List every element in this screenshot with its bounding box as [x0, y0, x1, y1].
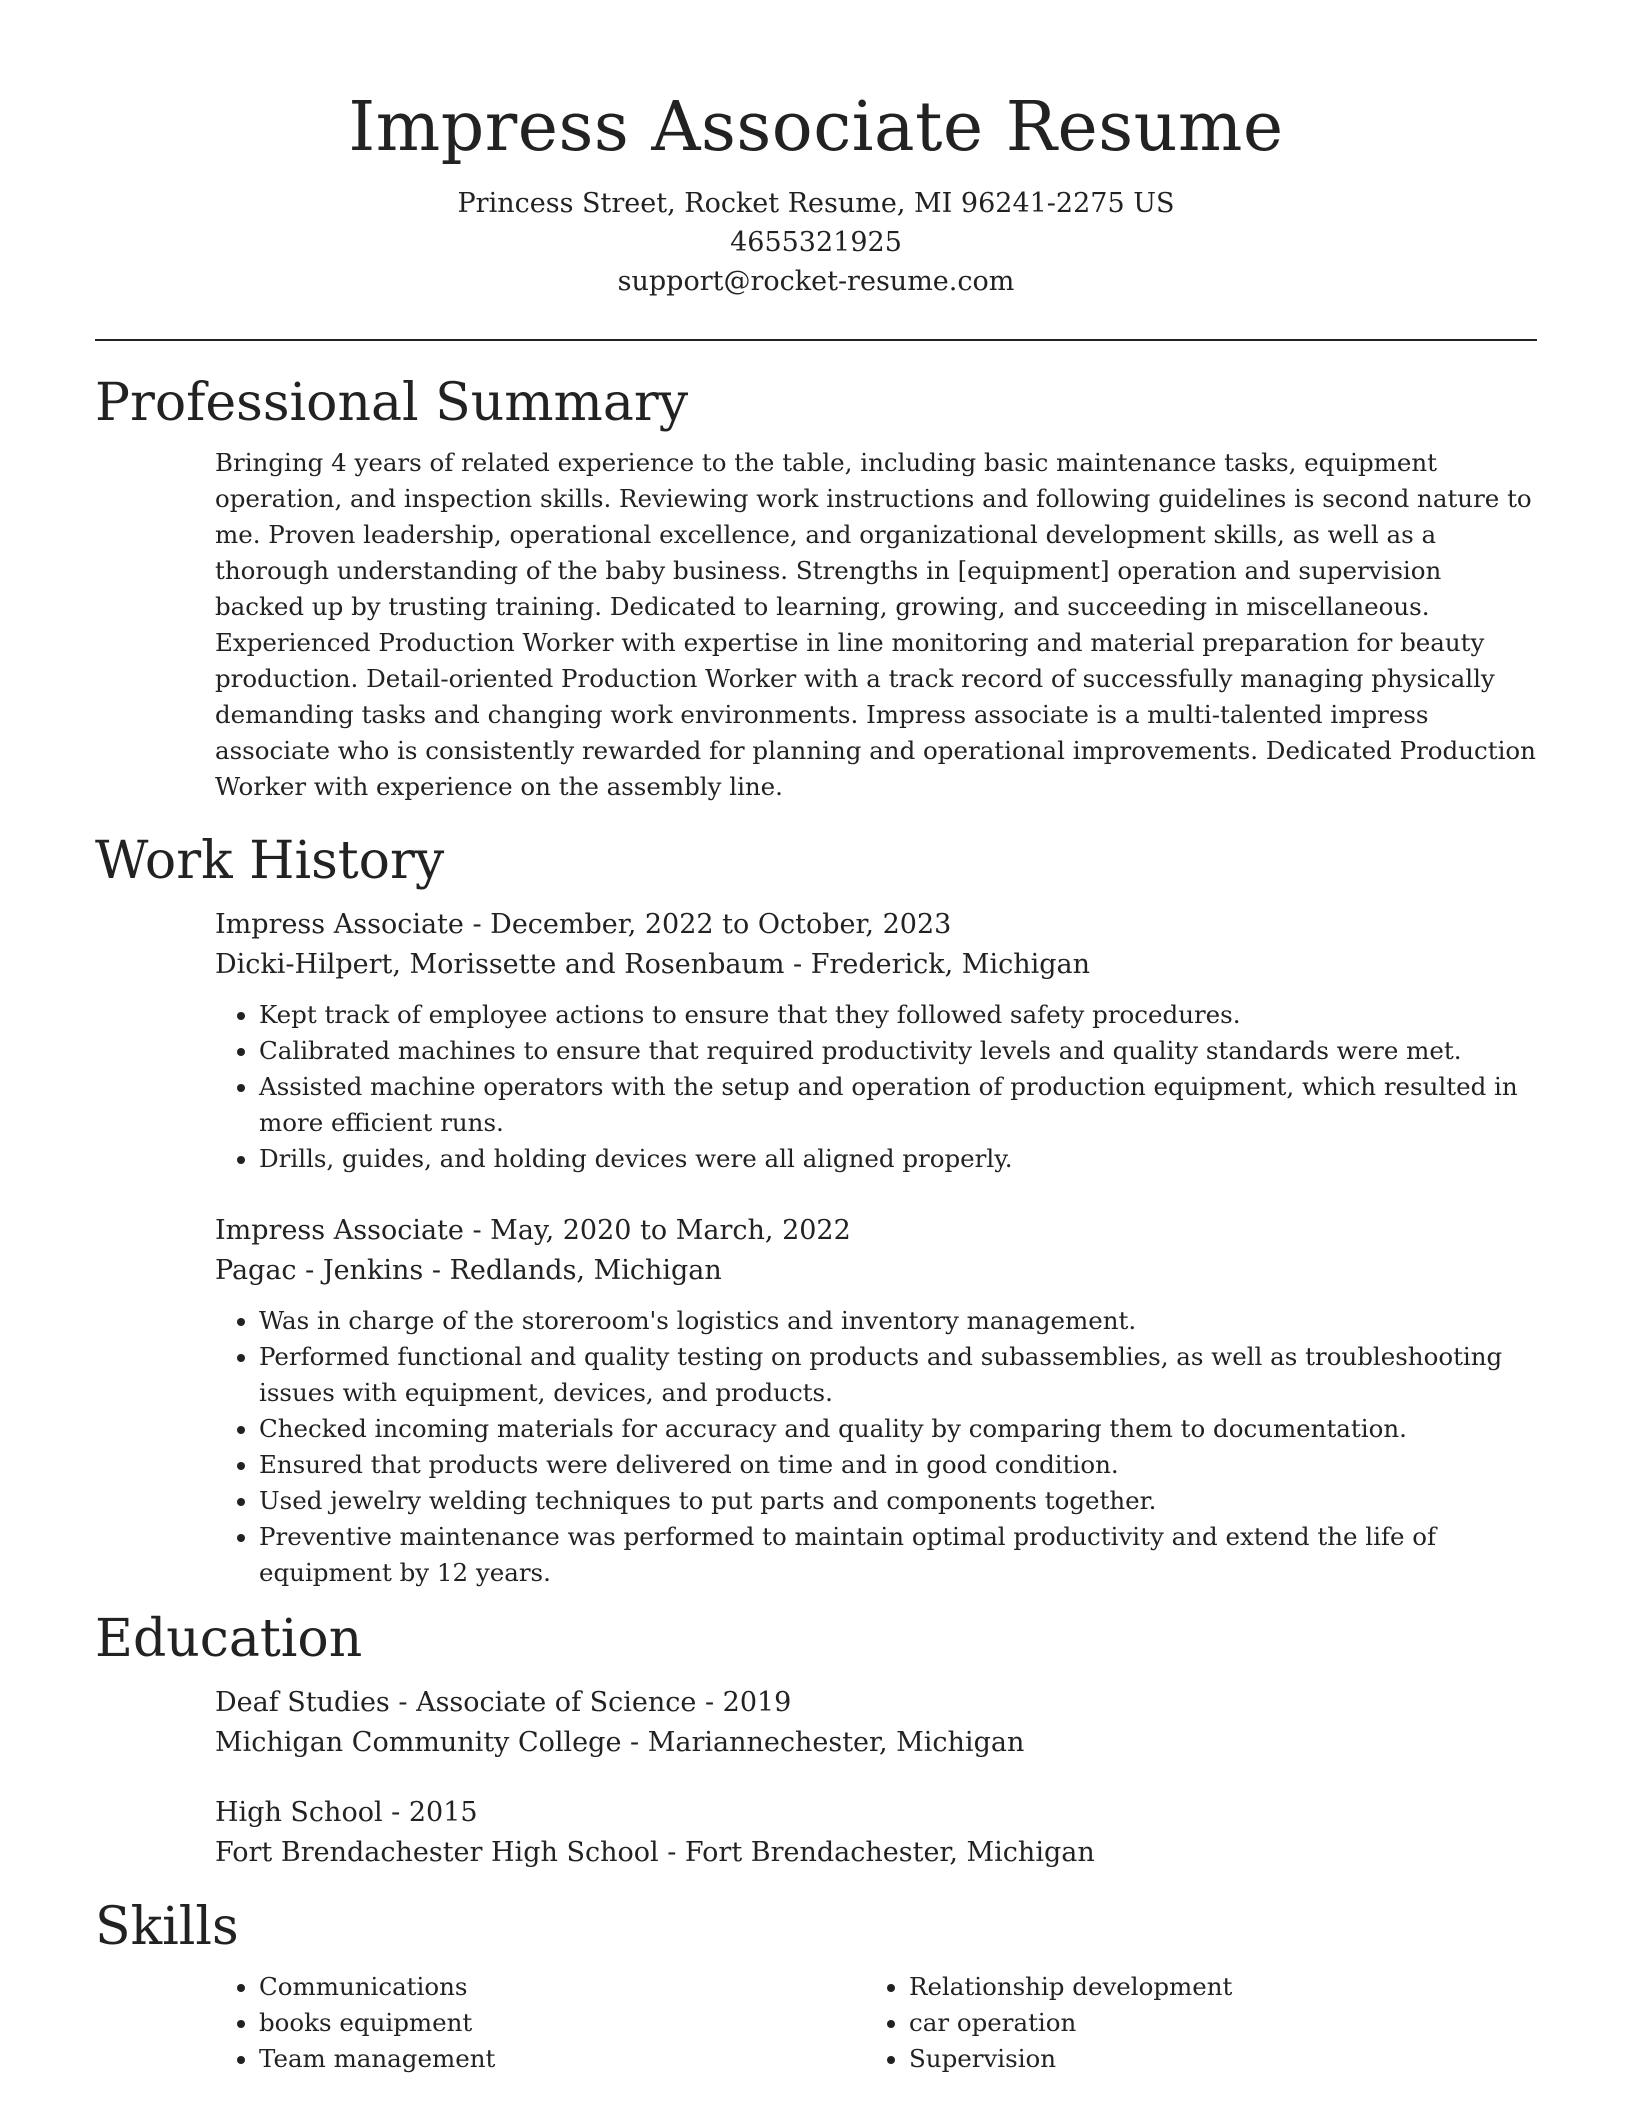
work-history-section [95, 829, 1537, 1591]
skill-item: • Team management [259, 2041, 865, 2077]
job-bullet: • Ensured that products were delivered on time and in good condition. [259, 1447, 1537, 1483]
job-bullet: • Calibrated machines to ensure that required productivity levels and quality standards were met. [259, 1033, 1537, 1069]
summary-heading: Professional Summary [95, 373, 689, 433]
job-location: - Redlands, Michigan [423, 1255, 722, 1286]
job-bullet: • Checked incoming materials for accuracy and quality by comparing them to documentation. [259, 1411, 1537, 1447]
summary-body [215, 445, 1537, 805]
work-history-body [215, 905, 1537, 1591]
job-bullet: • Kept track of employee actions to ensure that they followed safety procedures. [259, 997, 1537, 1033]
resume-title: Impress Associate Resume [348, 88, 1284, 167]
job-company-line [215, 945, 1537, 985]
skills-list-right [865, 1969, 1537, 2077]
job-role-line [215, 1211, 1537, 1251]
job-dates: - May, 2020 to March, 2022 [463, 1215, 851, 1246]
work-history-heading: Work History [95, 831, 445, 891]
job-company: Pagac - Jenkins [215, 1255, 424, 1286]
education-degree: High School [215, 1797, 383, 1828]
job-bullet: • Used jewelry welding techniques to put parts and components together. [259, 1483, 1537, 1519]
education-year: - 2015 [382, 1797, 478, 1828]
education-school: Fort Brendachester High School [215, 1837, 659, 1868]
job-entry [215, 1211, 1537, 1591]
job-role: Impress Associate [215, 1215, 464, 1246]
summary-section [95, 371, 1537, 805]
education-location: - Fort Brendachester, Michigan [658, 1837, 1095, 1868]
education-body [215, 1683, 1537, 1873]
job-role: Impress Associate [215, 909, 464, 940]
job-location: - Frederick, Michigan [784, 949, 1091, 980]
job-company-line [215, 1251, 1537, 1291]
job-bullet: • Preventive maintenance was performed to maintain optimal productivity and extend the life of equipment by 12 years. [259, 1519, 1537, 1591]
job-bullets [215, 997, 1537, 1177]
job-bullet: • Performed functional and quality testing on products and subassemblies, as well as troubleshooting issues with equipment, devices, and products. [259, 1339, 1537, 1411]
education-entry [215, 1793, 1537, 1873]
education-degree-line [215, 1793, 1537, 1833]
skills-heading: Skills [95, 1897, 239, 1957]
job-dates: - December, 2022 to October, 2023 [463, 909, 952, 940]
job-company: Dicki-Hilpert, Morissette and Rosenbaum [215, 949, 785, 980]
education-school: Michigan Community College [215, 1727, 622, 1758]
education-school-line [215, 1723, 1537, 1763]
education-year: - 2019 [696, 1687, 792, 1718]
skills-body [215, 1969, 1537, 2077]
contact-block [95, 184, 1537, 301]
education-school-line [215, 1833, 1537, 1873]
skill-item: • books equipment [259, 2005, 865, 2041]
skill-item: • car operation [909, 2005, 1537, 2041]
job-bullet: • Was in charge of the storeroom's logistics and inventory management. [259, 1303, 1537, 1339]
header-divider [95, 339, 1537, 341]
resume-header [95, 0, 1537, 301]
job-entry [215, 905, 1537, 1177]
skill-item: • Supervision [909, 2041, 1537, 2077]
skill-item: • Relationship development [909, 1969, 1537, 2005]
education-section [95, 1607, 1537, 1873]
job-role-line [215, 905, 1537, 945]
skills-section [95, 1895, 1537, 2077]
summary-text: Bringing 4 years of related experience to the table, including basic maintenance tasks, equipment operation, and inspection skills. Reviewing work instructions and following guidelines is second nature to me. Proven leadership, operational excellence, and organizational development skills, as well as a thorough understanding of the baby business. Strengths in [equipment] operation and supervision backed up by trusting training. Dedicated to learning, growing, and succeeding in miscellaneous. Experienced Production Worker with expertise in line monitoring and material preparation for beauty production. Detail-oriented Production Worker with a track record of successfully managing physically demanding tasks and changing work environments. Impress associate is a multi-talented impress associate who is consistently rewarded for planning and operational improvements. Dedicated Production Worker with experience on the assembly line. [215, 448, 1536, 801]
skill-item: • Communications [259, 1969, 865, 2005]
skills-list-left [215, 1969, 865, 2077]
address: Princess Street, Rocket Resume, MI 96241-2275 US [457, 188, 1175, 219]
education-degree-line [215, 1683, 1537, 1723]
job-bullet: • Drills, guides, and holding devices were all aligned properly. [259, 1141, 1537, 1177]
job-bullets [215, 1303, 1537, 1591]
education-entry [215, 1683, 1537, 1763]
email: support@rocket-resume.com [617, 266, 1015, 297]
education-degree: Deaf Studies - Associate of Science [215, 1687, 697, 1718]
education-location: - Mariannechester, Michigan [621, 1727, 1025, 1758]
education-heading: Education [95, 1609, 363, 1669]
job-bullet: • Assisted machine operators with the setup and operation of production equipment, which resulted in more efficient runs. [259, 1069, 1537, 1141]
phone: 4655321925 [730, 227, 902, 258]
